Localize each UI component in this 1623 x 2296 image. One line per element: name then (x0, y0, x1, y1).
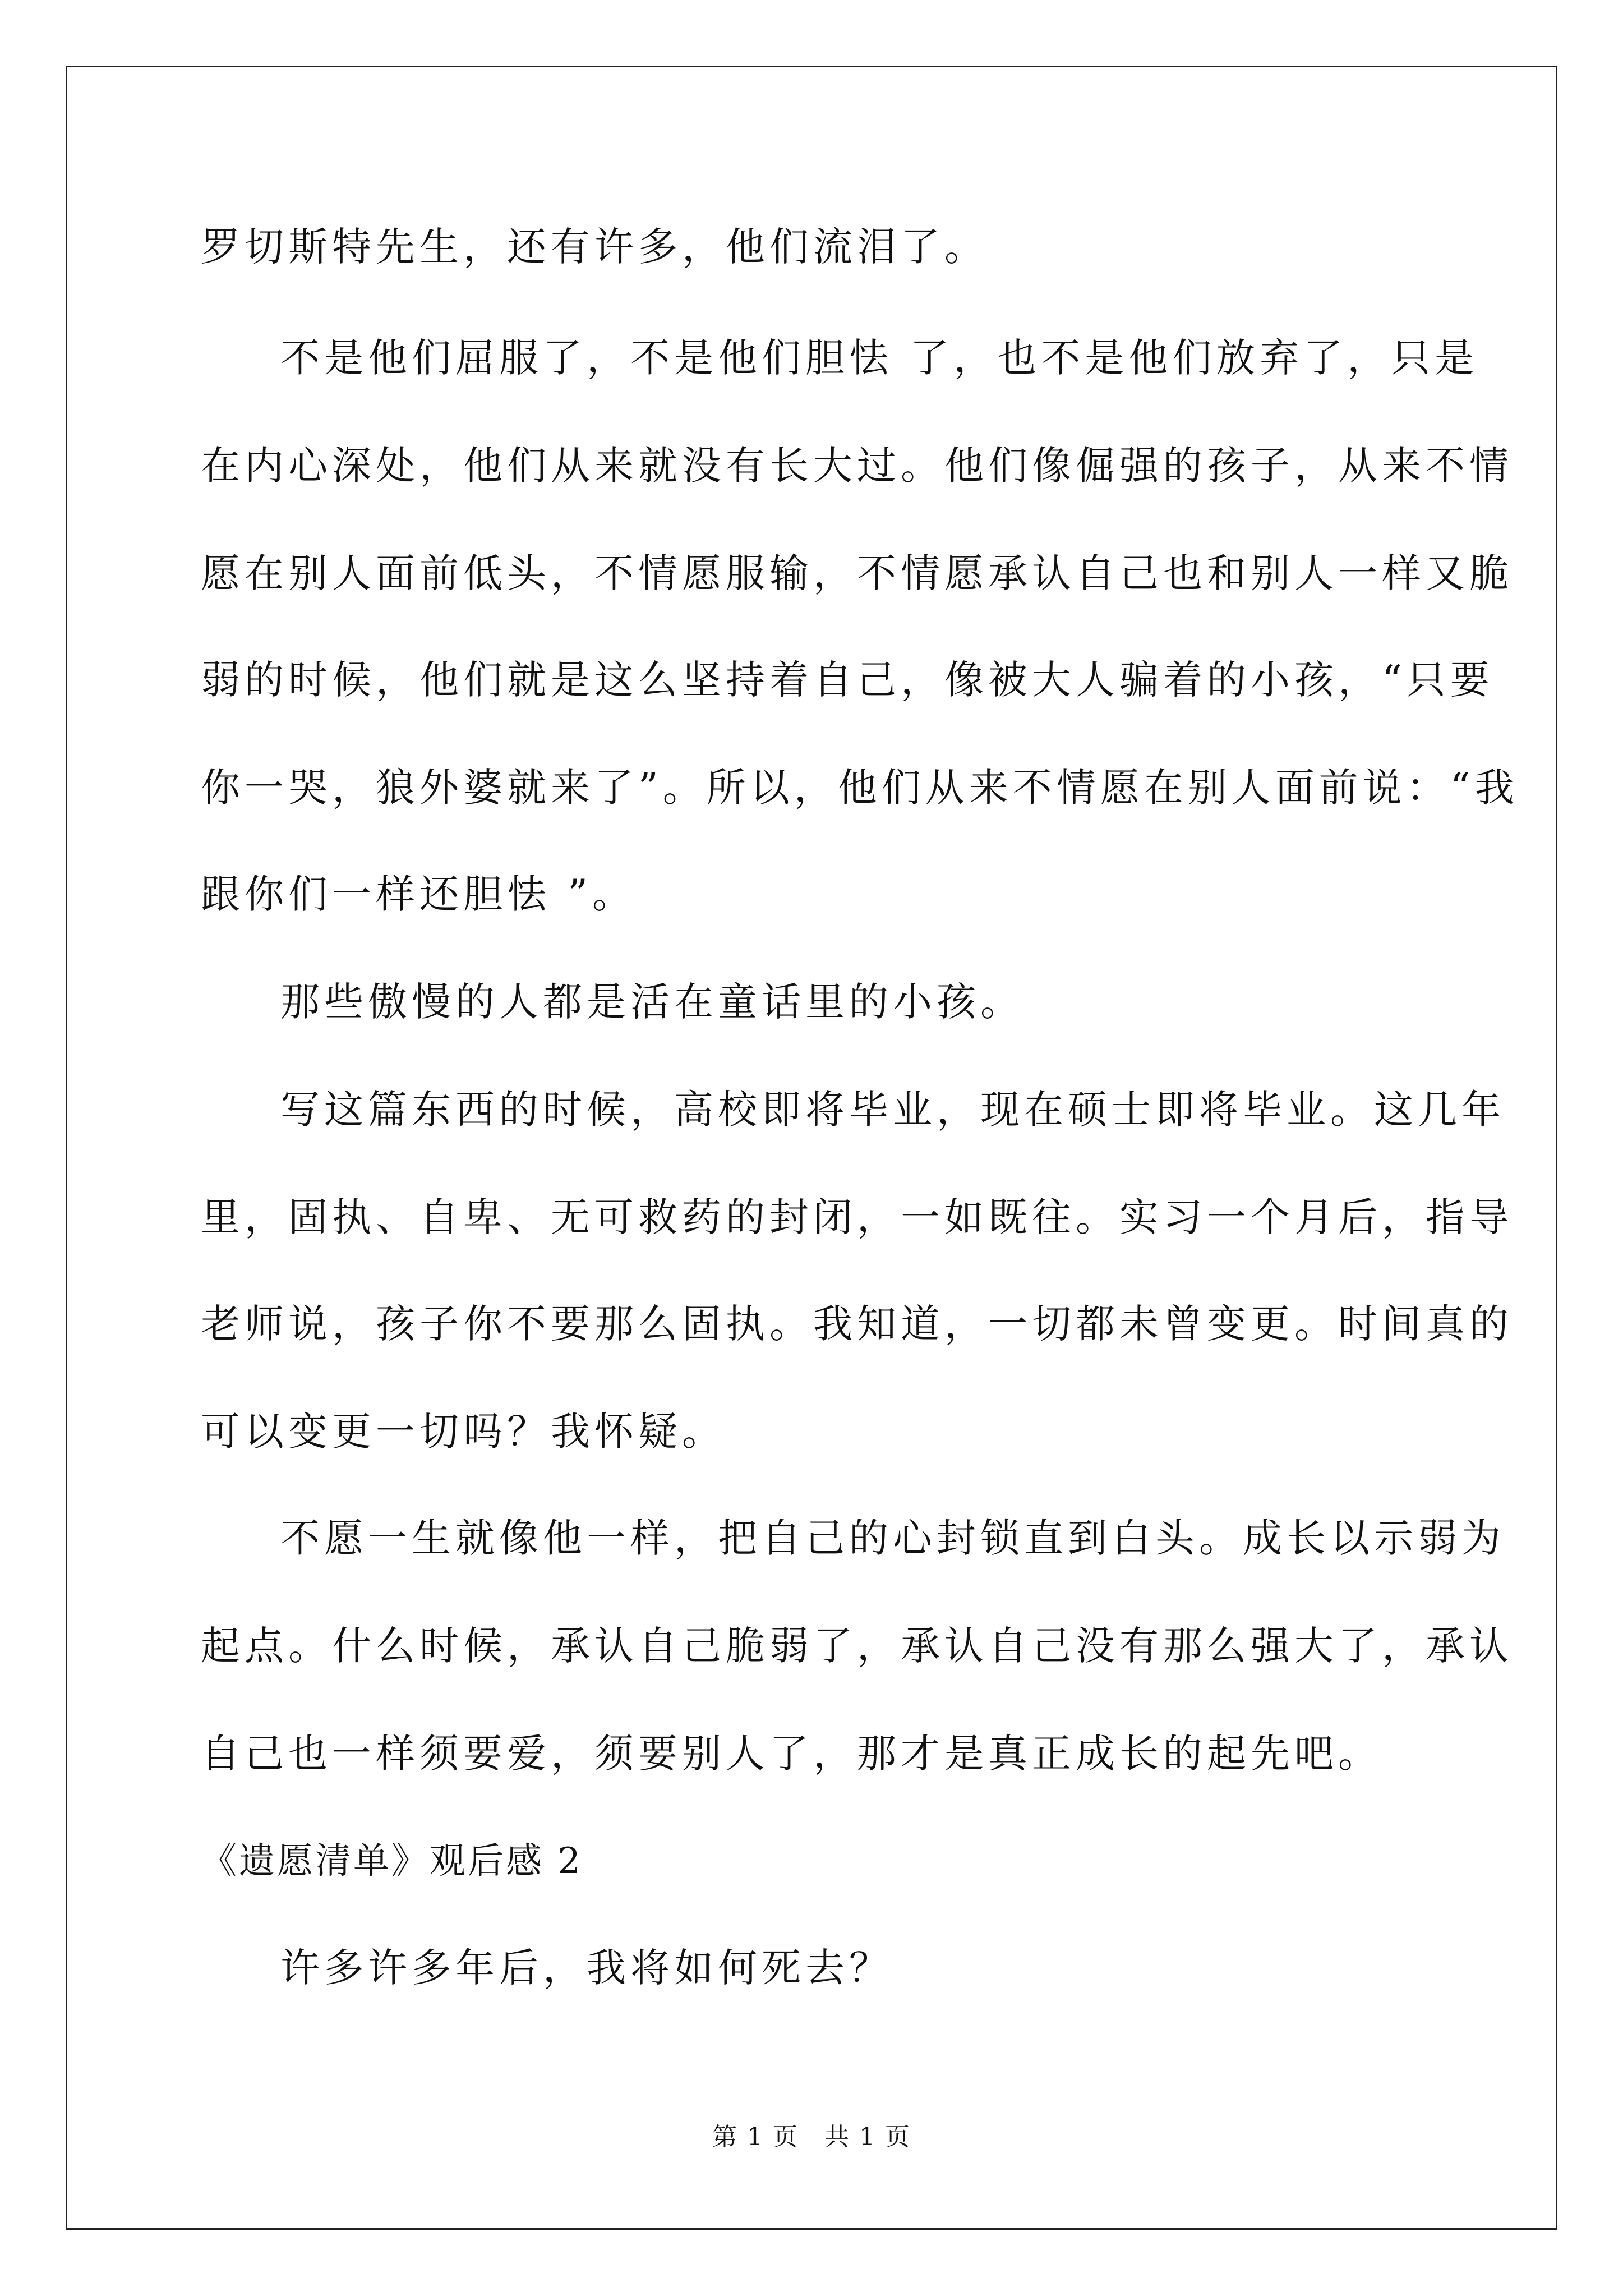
text-line: 罗切斯特先生，还有许多，他们流泪了。 (201, 224, 988, 270)
page-number-footer: 第 1 页 共 1 页 (712, 2123, 911, 2151)
section-heading: 《遗愿清单》观后感 2 (201, 1841, 583, 1882)
text-line: 愿在别人面前低头，不情愿服输，不情愿承认自己也和别人一样又脆 (201, 550, 1513, 596)
paragraph-first-line: 写这篇东西的时候，高校即将毕业，现在硕士即将毕业。这几年 (280, 1087, 1505, 1133)
text-line: 弱的时候，他们就是这么坚持着自己，像被大人骗着的小孩，“只要 (201, 657, 1494, 703)
text-line: 可以变更一切吗？我怀疑。 (201, 1409, 726, 1455)
paragraph-first-line: 不愿一生就像他一样，把自己的心封锁直到白头。成长以示弱为 (280, 1515, 1505, 1561)
text-line: 跟你们一样还胆怯 ”。 (201, 871, 637, 917)
text-line: 自己也一样须要爱，须要别人了，那才是真正成长的起先吧。 (201, 1731, 1382, 1777)
paragraph-first-line: 那些傲慢的人都是活在童话里的小孩。 (280, 979, 1024, 1025)
text-line: 里，固执、自卑、无可救药的封闭，一如既往。实习一个月后，指导 (201, 1194, 1513, 1240)
text-line: 你一哭，狼外婆就来了”。所以，他们从来不情愿在别人面前说：“我 (201, 765, 1519, 811)
paragraph-first-line: 不是他们屈服了，不是他们胆怯 了，也不是他们放弃了，只是 (280, 335, 1479, 381)
text-line: 老师说，孩子你不要那么固执。我知道，一切都未曾变更。时间真的 (201, 1301, 1513, 1347)
text-line: 起点。什么时候，承认自己脆弱了，承认自己没有那么强大了，承认 (201, 1623, 1513, 1669)
paragraph-first-line: 许多许多年后，我将如何死去？ (280, 1945, 893, 1991)
text-line: 在内心深处，他们从来就没有长大过。他们像倔强的孩子，从来不情 (201, 443, 1513, 489)
page-border (66, 66, 1557, 2230)
